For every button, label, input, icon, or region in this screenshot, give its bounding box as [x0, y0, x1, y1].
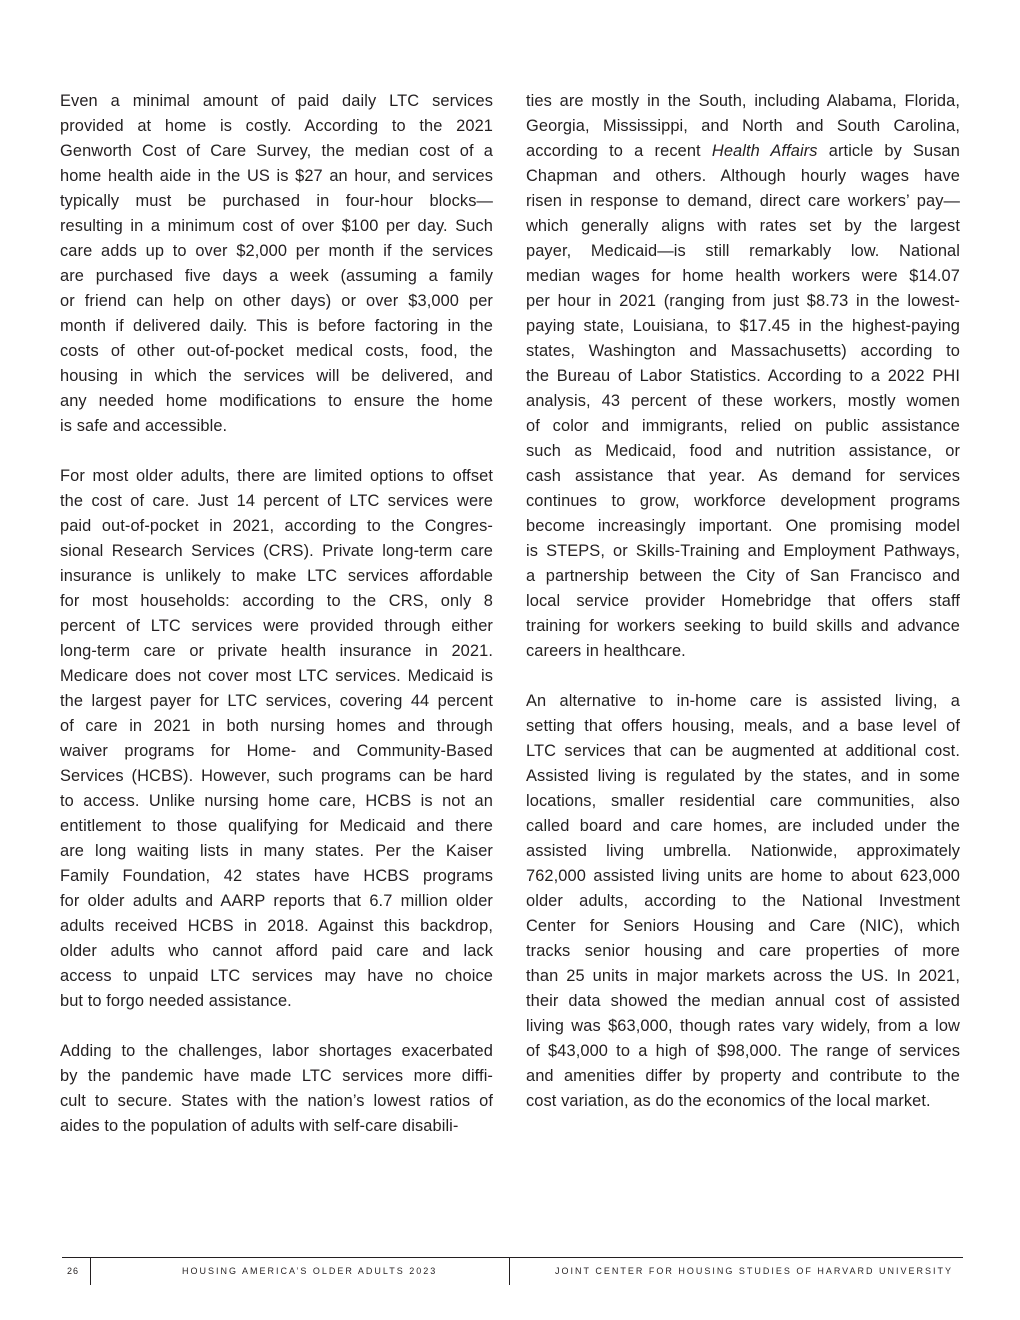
- italic-title: Health Affairs: [711, 142, 818, 160]
- text-line: housing in which the services will be delivered, and: [60, 367, 493, 385]
- text-line: risen in response to demand, direct care workers’ pay—: [526, 192, 960, 210]
- text-segment: according to a recent: [526, 142, 712, 160]
- text-line: states, Washington and Massachusetts) according to: [526, 342, 960, 360]
- text-line: is STEPS, or Skills-Training and Employment Pathways,: [526, 542, 960, 560]
- footer-rule: [62, 1257, 963, 1258]
- text-line: is safe and accessible.: [60, 417, 228, 435]
- text-line: analysis, 43 percent of these workers, mostly women: [526, 392, 960, 410]
- text-line: called board and care homes, are included under the: [526, 817, 960, 835]
- text-line: per hour in 2021 (ranging from just $8.73 in the lowest-: [526, 292, 960, 310]
- left-column: [60, 89, 493, 1164]
- text-line: home health aide in the US is $27 an hour, and services: [60, 167, 493, 185]
- text-line: Center for Seniors Housing and Care (NIC), which: [526, 917, 960, 935]
- text-line: care adds up to over $2,000 per month if the services: [60, 242, 493, 260]
- text-line: LTC services that can be augmented at additional cost.: [526, 742, 960, 760]
- paragraph: [60, 1039, 493, 1139]
- text-line: sional Research Services (CRS). Private long-term care: [60, 542, 493, 560]
- text-line: resulting in a minimum cost of over $100 per day. Such: [60, 217, 493, 235]
- text-line: are long waiting lists in many states. Per the Kaiser: [60, 842, 493, 860]
- text-line: the largest payer for LTC services, covering 44 percent: [60, 692, 493, 710]
- text-line: costs of other out-of-pocket medical costs, food, the: [60, 342, 493, 360]
- text-line: Family Foundation, 42 states have HCBS programs: [60, 867, 493, 885]
- text-line: become increasingly important. One promising model: [526, 517, 960, 535]
- text-line: waiver programs for Home- and Community-Based: [60, 742, 493, 760]
- paragraph: [526, 689, 960, 1114]
- text-line: local service provider Homebridge that offers staff: [526, 592, 960, 610]
- text-line: Adding to the challenges, labor shortages exacerbated: [60, 1042, 493, 1060]
- text-line: 762,000 assisted living units are home to about 623,000: [526, 867, 960, 885]
- text-line: Georgia, Mississippi, and North and South Carolina,: [526, 117, 960, 135]
- text-line: Genworth Cost of Care Survey, the median cost of a: [60, 142, 493, 160]
- text-line: older adults who cannot afford paid care and lack: [60, 942, 493, 960]
- text-line: such as Medicaid, food and nutrition assistance, or: [526, 442, 960, 460]
- publication-title: HOUSING AMERICA’S OLDER ADULTS 2023: [182, 1266, 438, 1276]
- text-line: careers in healthcare.: [526, 642, 686, 660]
- paragraph: [60, 89, 493, 439]
- text-line: access to unpaid LTC services may have no choice: [60, 967, 493, 985]
- text-line: cost variation, as do the economics of the local market.: [526, 1092, 931, 1110]
- text-line: percent of LTC services were provided through either: [60, 617, 493, 635]
- organization-name: JOINT CENTER FOR HOUSING STUDIES OF HARVARD UNIVERSITY: [555, 1266, 954, 1276]
- text-line: cult to secure. States with the nation’s lowest ratios of: [60, 1092, 493, 1110]
- text-line: payer, Medicaid—is still remarkably low. National: [526, 242, 960, 260]
- text-line: entitlement to those qualifying for Medicaid and there: [60, 817, 493, 835]
- text-line: the cost of care. Just 14 percent of LTC services were: [60, 492, 493, 510]
- text-line: provided at home is costly. According to the 2021: [60, 117, 493, 135]
- text-line: cash assistance that year. As demand for services: [526, 467, 960, 485]
- text-line: than 25 units in major markets across the US. In 2021,: [526, 967, 960, 985]
- text-line: For most older adults, there are limited options to offset: [60, 467, 493, 485]
- text-line: tracks senior housing and care properties of more: [526, 942, 960, 960]
- text-line: setting that offers housing, meals, and a base level of: [526, 717, 960, 735]
- text-line: Medicare does not cover most LTC services. Medicaid is: [60, 667, 493, 685]
- text-line: An alternative to in-home care is assisted living, a: [526, 692, 960, 710]
- text-line: for older adults and AARP reports that 6.7 million older: [60, 892, 493, 910]
- text-line: adults received HCBS in 2018. Against this backdrop,: [60, 917, 493, 935]
- text-line: a partnership between the City of San Francisco and: [526, 567, 960, 585]
- text-line: median wages for home health workers were $14.07: [526, 267, 960, 285]
- text-line: ties are mostly in the South, including Alabama, Florida,: [526, 92, 960, 110]
- text-line: are purchased five days a week (assuming a family: [60, 267, 493, 285]
- text-line: Services (HCBS). However, such programs can be hard: [60, 767, 493, 785]
- text-line: insurance is unlikely to make LTC services affordable: [60, 567, 493, 585]
- text-line: training for workers seeking to build skills and advance: [526, 617, 960, 635]
- text-line: any needed home modifications to ensure the home: [60, 392, 493, 410]
- text-line: older adults, according to the National Investment: [526, 892, 960, 910]
- text-line: for most households: according to the CRS, only 8: [60, 592, 493, 610]
- text-line: but to forgo needed assistance.: [60, 992, 292, 1010]
- text-line: and amenities differ by property and contribute to the: [526, 1067, 960, 1085]
- text-line: Even a minimal amount of paid daily LTC services: [60, 92, 493, 110]
- text-line: continues to grow, workforce development programs: [526, 492, 960, 510]
- text-line: the Bureau of Labor Statistics. According to a 2022 PHI: [526, 367, 960, 385]
- text-line: which generally aligns with rates set by the largest: [526, 217, 960, 235]
- page-number: 26: [67, 1266, 80, 1276]
- text-line: [526, 139, 960, 164]
- text-line: typically must be purchased in four-hour blocks—: [60, 192, 493, 210]
- paragraph: [60, 464, 493, 1014]
- text-line: long-term care or private health insurance in 2021.: [60, 642, 493, 660]
- text-line: to access. Unlike nursing home care, HCBS is not an: [60, 792, 493, 810]
- right-column: [526, 89, 960, 1139]
- text-line: month if delivered daily. This is before factoring in the: [60, 317, 493, 335]
- text-line: assisted living umbrella. Nationwide, approximately: [526, 842, 960, 860]
- text-line: of color and immigrants, relied on public assistance: [526, 417, 960, 435]
- text-line: their data showed the median annual cost of assisted: [526, 992, 960, 1010]
- text-line: aides to the population of adults with self-care disabili-: [60, 1117, 459, 1135]
- text-line: paying state, Louisiana, to $17.45 in the highest-paying: [526, 317, 960, 335]
- paragraph: [526, 89, 960, 664]
- text-segment: article by Susan: [817, 142, 961, 160]
- footer-divider: [509, 1257, 510, 1285]
- text-line: by the pandemic have made LTC services more diffi-: [60, 1067, 493, 1085]
- text-line: of $43,000 to a high of $98,000. The range of services: [526, 1042, 960, 1060]
- text-line: locations, smaller residential care communities, also: [526, 792, 960, 810]
- text-line: of care in 2021 in both nursing homes and through: [60, 717, 493, 735]
- text-line: Assisted living is regulated by the states, and in some: [526, 767, 960, 785]
- text-line: or friend can help on other days) or over $3,000 per: [60, 292, 493, 310]
- footer-divider: [90, 1257, 91, 1285]
- text-line: Chapman and others. Although hourly wages have: [526, 167, 960, 185]
- text-line: living was $63,000, though rates vary widely, from a low: [526, 1017, 960, 1035]
- text-line: paid out-of-pocket in 2021, according to the Congres-: [60, 517, 493, 535]
